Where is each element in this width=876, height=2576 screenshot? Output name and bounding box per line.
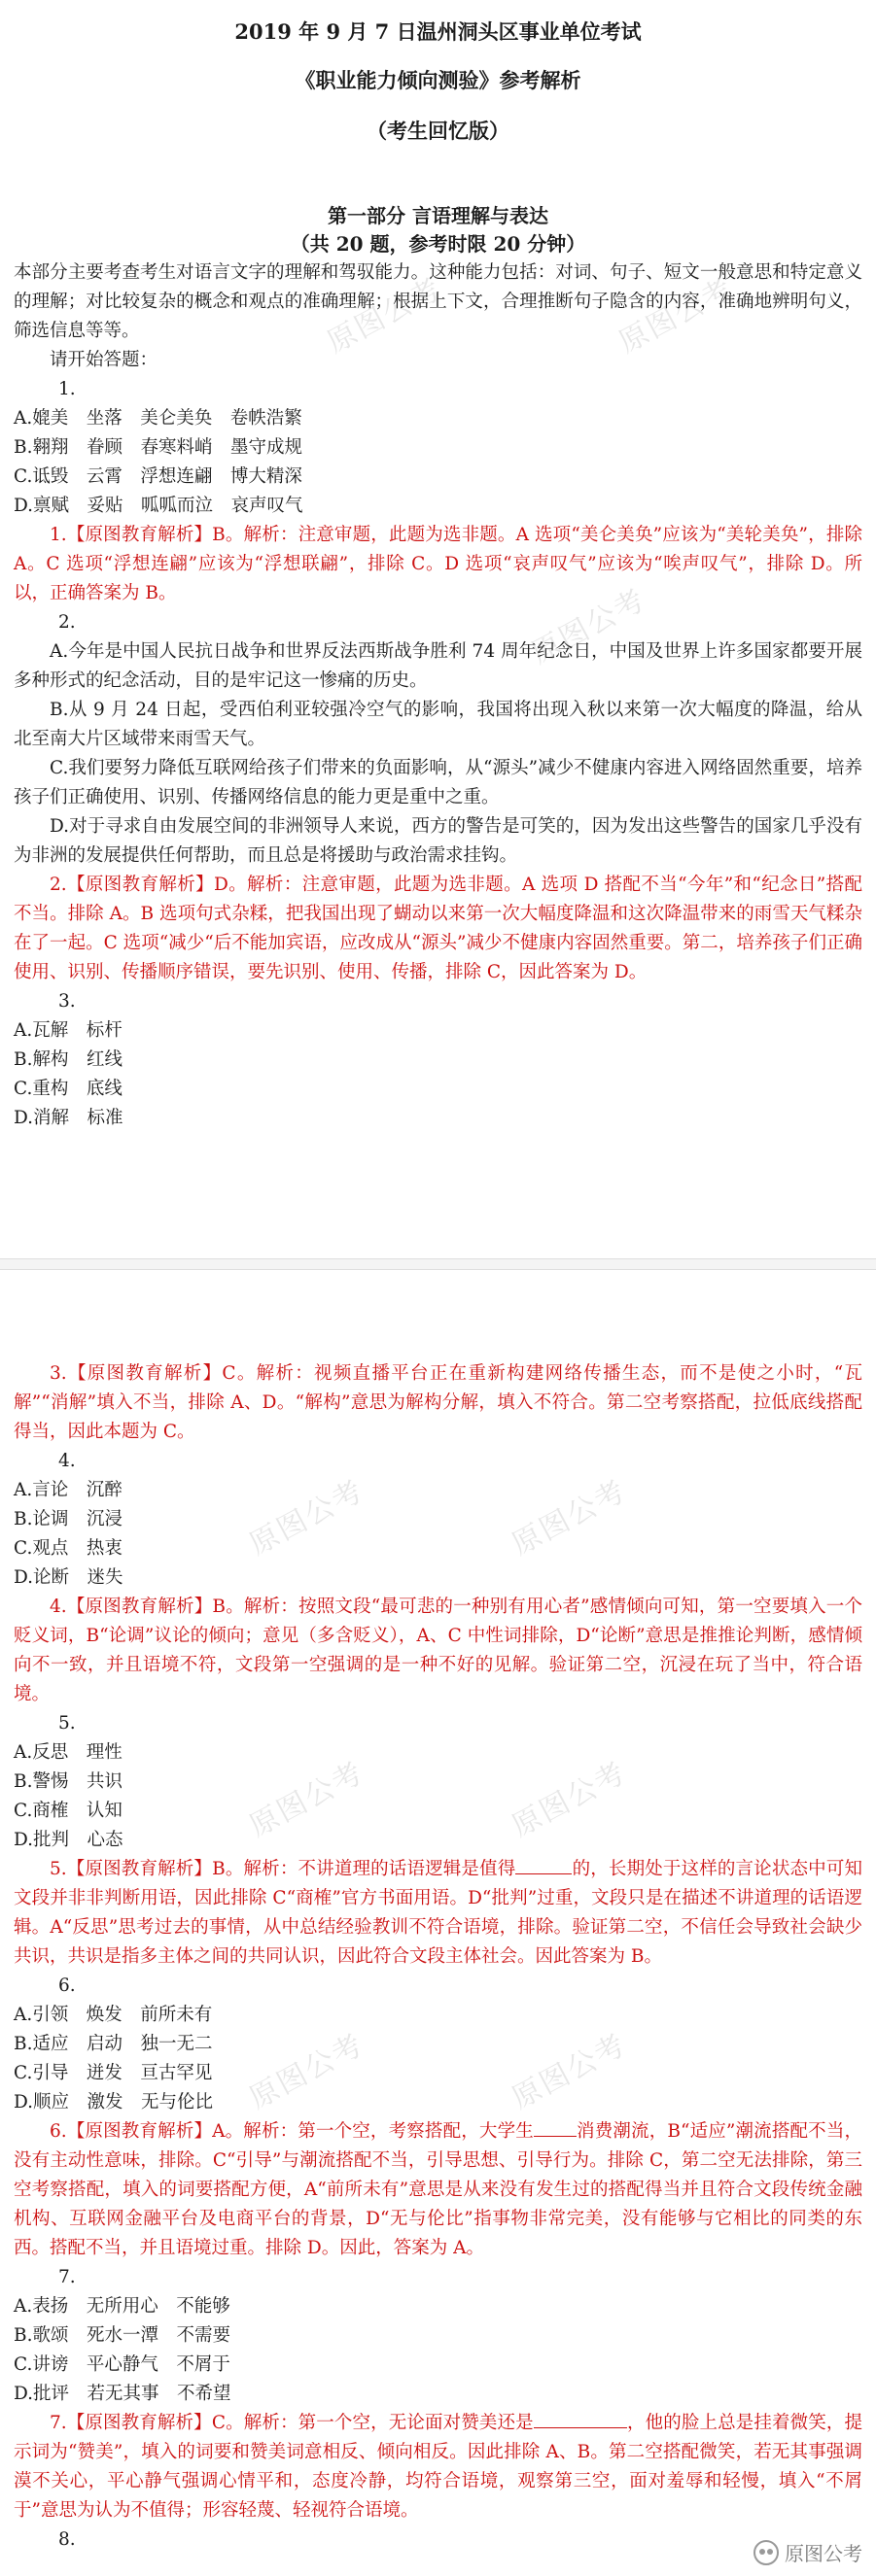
option-d: D.批判 心态 xyxy=(14,1830,123,1850)
section-subtitle: （共 20 题，参考时限 20 分钟） xyxy=(290,232,586,256)
option-b: B.论调 沉浸 xyxy=(14,1509,123,1529)
option-d: D.论断 迷失 xyxy=(14,1567,123,1588)
option-a: A.反思 理性 xyxy=(14,1742,123,1763)
option-a: A.引领 焕发 前所未有 xyxy=(14,2005,213,2025)
document-page-1 xyxy=(0,0,876,1258)
option-c: C.商榷 认知 xyxy=(14,1801,123,1821)
answer-explanation: 3.【原图教育解析】C。解析：视频直播平台正在重新构建网络传播生态，而不是使之小时，“瓦解”“消解”填入不当，排除 A、D。“解构”意思为解构分解，填入不符合。第二空考察搭配，拉低底线搭配得当，因此本题为 C。 xyxy=(14,1363,862,1442)
footer-logo xyxy=(753,2538,862,2566)
watermark: 原图公考 xyxy=(525,582,652,671)
fill-blank xyxy=(534,2118,577,2137)
doc-subtitle: 《职业能力倾向测验》参考解析 xyxy=(295,68,581,92)
option-d: D.对于寻求自由发展空间的非洲领导人来说，西方的警告是可笑的，因为发出这些警告的国家几乎没有为非洲的发展提供任何帮助，而且总是将援助与政治需求挂钩。 xyxy=(14,816,862,866)
fill-blank xyxy=(534,2410,627,2428)
question-number: 3. xyxy=(58,991,76,1012)
page-separator xyxy=(0,1258,876,1270)
option-c: C.讲谤 平心静气 不屑于 xyxy=(14,2354,230,2375)
question-number: 8. xyxy=(58,2529,76,2550)
option-b: B.适应 启动 独一无二 xyxy=(14,2034,213,2054)
watermark: 原图公考 xyxy=(243,2027,370,2116)
option-b: B.从 9 月 24 日起，受西伯利亚较强冷空气的影响，我国将出现入秋以来第一次大幅度的降温，给从北至南大片区域带来雨雪天气。 xyxy=(14,700,862,749)
question-number: 2. xyxy=(58,612,76,633)
option-c: C.引导 迸发 亘古罕见 xyxy=(14,2063,213,2083)
option-d: D.批评 若无其事 不希望 xyxy=(14,2384,231,2404)
answer-explanation xyxy=(14,2409,862,2525)
answer-text-post: 消费潮流，B“适应”潮流搭配不当，没有主动性意味，排除。C“引导”与潮流搭配不当，引导思想、引导行为。排除 C，第二空无法排除，第三空考察搭配，填入的词要搭配方便，A“前所未有”意思是从来没有发生过的搭配得当并且符合文段传统金融机构、互联网金融平台及电商平台的背景，D“无与伦比”指事物非常完美，没有能够与它相比的同类的东西。搭配不当，并且语境过重。排除 D。因此，答案为 A。 xyxy=(14,2121,862,2258)
option-c: C.诋毁 云霄 浮想连翩 博大精深 xyxy=(14,466,302,487)
answer-explanation: 4.【原图教育解析】B。解析：按照文段“最可悲的一种别有用心者”感情倾向可知，第一空要填入一个贬义词，B“论调”议论的倾向；意见（多含贬义），A、C 中性词排除，D“论断”意思是推推论判断，感情倾向不一致，并且语境不符，文段第一空强调的是一种不好的见解。验证第二空，沉浸在玩了当中，符合语境。 xyxy=(14,1597,862,1704)
watermark: 原图公考 xyxy=(321,271,448,361)
answer-text-post: ，他的脸上总是挂着微笑，提示词为“赞美”，填入的词要和赞美词意相反、倾向相反。因此排除 A、B。第二空搭配微笑，若无其事强调漠不关心，平心静气强调心情平和，态度冷静，均符合语境，观察第三空，面对羞辱和轻慢，填入“不屑于”意思为认为不值得；形容轻蔑、轻视符合语境。 xyxy=(14,2413,862,2521)
question-number: 6. xyxy=(58,1975,76,1996)
answer-explanation: 1.【原图教育解析】B。解析：注意审题，此题为选非题。A 选项“美仑美奂”应该为“美轮美奂”，排除 A。C 选项“浮想连翩”应该为“浮想联翩”，排除 C。D 选项“哀声叹气”应该为“唉声叹气”，排除 D。所以，正确答案为 B。 xyxy=(14,525,862,603)
option-b: B.警惕 共识 xyxy=(14,1771,123,1792)
option-c: C.重构 底线 xyxy=(14,1079,123,1099)
question-number: 1. xyxy=(58,379,76,399)
answer-text-post: 的，长期处于这样的言论状态中可知文段并非非判断用语，因此排除 C“商榷”官方书面用语。D“批判”过重，文段只是在描述不讲道理的话语逻辑。A“反思”思考过去的事情，从中总结经验教训不符合语境，排除。验证第二空，不信任会导致社会缺少共识，共识是指多主体之间的共同认识，因此符合文段主体社会。因此答案为 B。 xyxy=(14,1859,862,1967)
option-d: D.消解 标准 xyxy=(14,1108,123,1128)
option-a: A.表扬 无所用心 不能够 xyxy=(14,2296,230,2317)
doc-edition-note: （考生回忆版） xyxy=(367,119,509,143)
document-page-2 xyxy=(0,1270,876,2576)
option-c: C.观点 热衷 xyxy=(14,1538,123,1559)
intro-paragraph: 本部分主要考查考生对语言文字的理解和驾驭能力。这种能力包括：对词、句子、短文一般意思和特定意义的理解；对比较复杂的概念和观点的准确理解；根据上下文，合理推断句子隐含的内容，准确地辨明句义，筛选信息等等。 xyxy=(14,262,862,341)
answer-text-pre: 7.【原图教育解析】C。解析：第一个空，无论面对赞美还是 xyxy=(50,2413,534,2433)
option-a: A.言论 沉醉 xyxy=(14,1480,123,1500)
watermark: 原图公考 xyxy=(506,1473,633,1563)
answer-explanation xyxy=(14,1855,862,1972)
option-c: C.我们要努力降低互联网给孩子们带来的负面影响，从“源头”减少不健康内容进入网络固然重要，培养孩子们正确使用、识别、传播网络信息的能力更是重中之重。 xyxy=(14,758,862,807)
answer-text-pre: 5.【原图教育解析】B。解析：不讲道理的话语逻辑是值得 xyxy=(50,1859,516,1879)
option-a: A.瓦解 标杆 xyxy=(14,1020,123,1041)
watermark: 原图公考 xyxy=(243,1755,370,1844)
watermark: 原图公考 xyxy=(506,2027,633,2116)
start-prompt: 请开始答题： xyxy=(50,350,158,370)
option-b: B.歌颂 死水一潭 不需要 xyxy=(14,2325,230,2346)
footer-logo-text: 原图公考 xyxy=(785,2542,862,2565)
option-a: A.今年是中国人民抗日战争和世界反法西斯战争胜利 74 周年纪念日，中国及世界上许多国家都要开展多种形式的纪念活动，目的是牢记这一惨痛的历史。 xyxy=(14,641,862,691)
option-b: B.解构 红线 xyxy=(14,1049,123,1070)
option-a: A.媲美 坐落 美仑美奂 卷帙浩繁 xyxy=(14,408,302,429)
answer-explanation: 2.【原图教育解析】D。解析：注意审题，此题为选非题。A 选项 D 搭配不当“今年”和“纪念日”搭配不当。排除 A。B 选项句式杂糅，把我国出现了蝴动以来第一次大幅度降温和这次降温带来的雨雪天气糅杂在了一起。C 选项“减少“后不能加宾语，应改成从“源头”减少不健康内容固然重要。第二，培养孩子们正确使用、识别、传播顺序错误，要先识别、使用、传播，排除 C，因此答案为 D。 xyxy=(14,875,862,982)
option-d: D.禀赋 妥贴 呱呱而泣 哀声叹气 xyxy=(14,496,303,516)
question-number: 4. xyxy=(58,1451,76,1471)
question-number: 5. xyxy=(58,1713,76,1734)
answer-text-pre: 6.【原图教育解析】A。解析：第一个空，考察搭配，大学生 xyxy=(50,2121,534,2142)
doc-title: 2019 年 9 月 7 日温州洞头区事业单位考试 xyxy=(234,19,642,44)
section-title: 第一部分 言语理解与表达 xyxy=(328,204,548,227)
watermark: 原图公考 xyxy=(506,1755,633,1844)
question-number: 7. xyxy=(58,2267,76,2287)
answer-explanation xyxy=(14,2117,862,2263)
option-b: B.翱翔 眷顾 春寒料峭 墨守成规 xyxy=(14,437,302,458)
wechat-icon xyxy=(753,2540,779,2565)
fill-blank xyxy=(515,1856,572,1874)
watermark: 原图公考 xyxy=(243,1473,370,1563)
watermark: 原图公考 xyxy=(613,271,740,361)
option-d: D.顺应 激发 无与伦比 xyxy=(14,2092,214,2112)
